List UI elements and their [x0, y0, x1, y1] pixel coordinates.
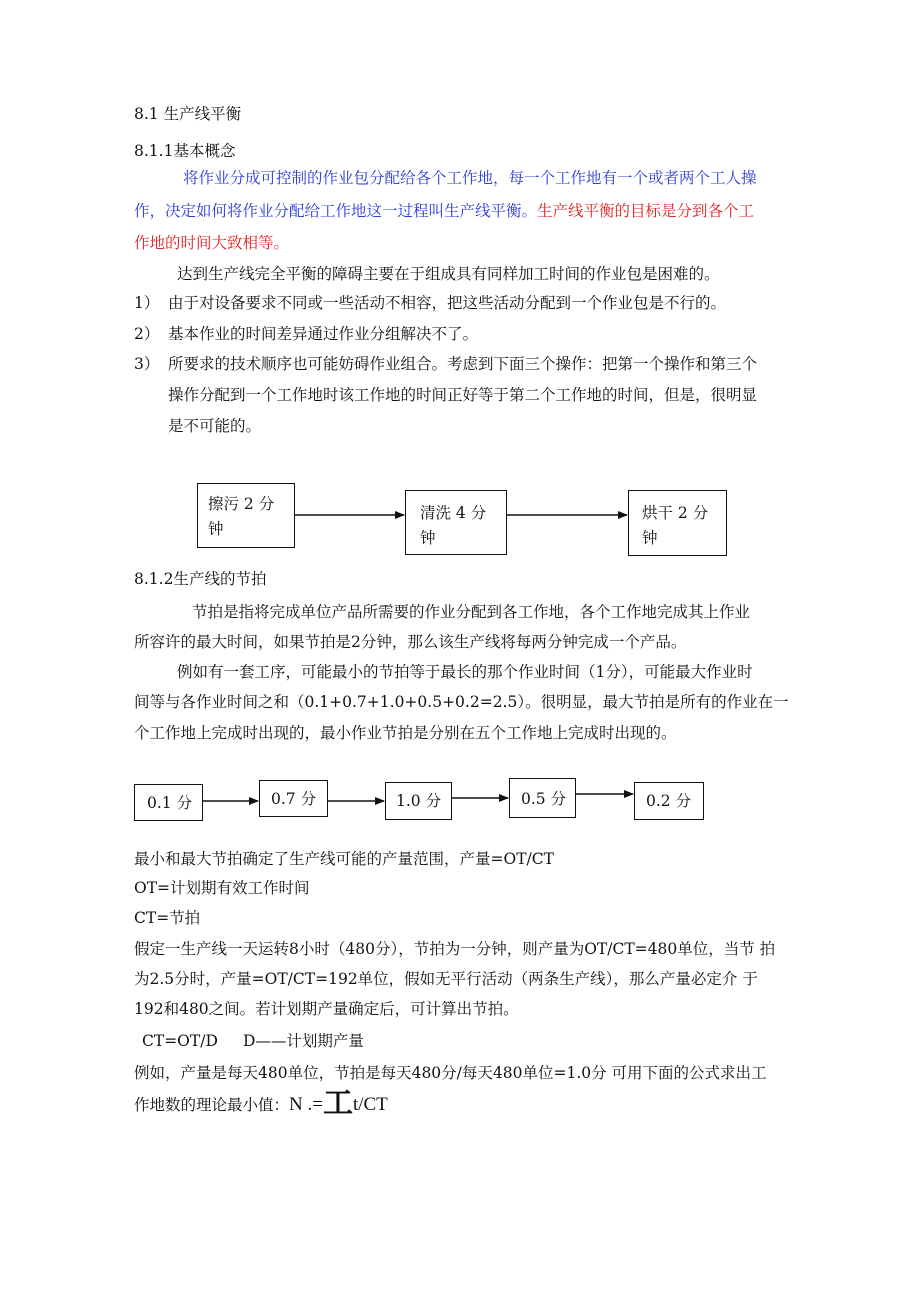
list-item-3-line-3: 是不可能的。 [168, 417, 262, 435]
process-box-clean [405, 490, 507, 555]
definition-blue-text: 作，决定如何将作业分配给工作地这一过程叫生产线平衡。 [134, 202, 538, 220]
time-box-5 [634, 782, 704, 820]
process-box-clean-line2: 钟 [420, 529, 436, 547]
list-item-3-line-2: 操作分配到一个工作地时该工作地的时间正好等于第二个工作地的时间，但是，很明显 [168, 386, 758, 404]
time-box-3-label: 1.0 分 [396, 792, 442, 810]
ct-formula: CT=OT/D [142, 1032, 218, 1050]
process-box-wipe-line1: 擦污 2 分 [208, 495, 275, 513]
time-box-1 [134, 784, 203, 821]
time-box-3 [385, 782, 452, 820]
d-definition: D——计划期产量 [243, 1032, 364, 1050]
list-item-1-text: 由于对设备要求不同或一些活动不相容，把这些活动分配到一个作业包是不行的。 [168, 294, 727, 312]
example2-line-2 [134, 1087, 388, 1120]
formula-tail: t/CT [352, 1094, 388, 1115]
process-box-clean-line1: 清洗 4 分 [420, 504, 487, 522]
list-number-1: 1） [134, 294, 160, 312]
example2-line-2-prefix: 作地数的理论最小值： [134, 1096, 290, 1114]
example-line-2: 间等与各作业时间之和（0.1+0.7+1.0+0.5+0.2=2.5）。很明显，最大节拍是所有的作业在一 [134, 693, 789, 711]
ot-definition: OT=计划期有效工作时间 [134, 879, 310, 897]
time-box-2 [259, 780, 328, 817]
assumption-line-1: 假定一生产线一天运转8小时（480分），节拍为一分钟，则产量为OT/CT=480单位，当节 拍 [134, 940, 776, 958]
section-heading-8-1-2: 8.1.2生产线的节拍 [134, 570, 267, 588]
definition-line-1: 将作业分成可控制的作业包分配给各个工作地，每一个工作地有一个或者两个工人操 [183, 169, 757, 187]
time-box-4 [509, 778, 576, 818]
time-box-1-label: 0.1 分 [147, 794, 193, 812]
example2-line-1: 例如，产量是每天480单位，节拍是每天480分/每天480单位=1.0分 可用下面的公式求出工 [134, 1064, 767, 1082]
assumption-line-2: 为2.5分时，产量=OT/CT=192单位，假如无平行活动（两条生产线），那么产量必定介 于 [134, 970, 758, 988]
process-box-wipe [197, 483, 295, 548]
list-number-3: 3） [134, 355, 160, 373]
formula-n: N .= [289, 1094, 323, 1115]
takt-definition-line-2: 所容许的最大时间，如果节拍是2分钟，那么该生产线将每两分钟完成一个产品。 [134, 633, 687, 651]
time-box-4-label: 0.5 分 [521, 790, 567, 808]
process-box-dry [628, 490, 727, 556]
list-number-2: 2） [134, 325, 160, 343]
example-line-1: 例如有一套工序，可能最小的节拍等于最长的那个作业时间（1分），可能最大作业时 [177, 663, 753, 681]
process-box-dry-line2: 钟 [642, 529, 658, 547]
process-box-dry-line1: 烘干 2 分 [642, 504, 709, 522]
time-box-2-label: 0.7 分 [271, 790, 317, 808]
time-box-5-label: 0.2 分 [646, 792, 692, 810]
section-heading-8-1-1: 8.1.1基本概念 [134, 142, 236, 160]
section-heading-8-1: 8.1 生产线平衡 [134, 105, 242, 123]
takt-definition-line-1: 节拍是指将完成单位产品所需要的作业分配到各工作地，各个工作地完成其上作业 [192, 603, 751, 621]
process-box-wipe-line2: 钟 [208, 520, 224, 538]
assumption-line-3: 192和480之间。若计划期产量确定后，可计算出节拍。 [134, 1000, 519, 1018]
list-item-2-text: 基本作业的时间差异通过作业分组解决不了。 [168, 325, 479, 343]
definition-line-3: 作地的时间大致相等。 [134, 234, 290, 252]
formula-sum-symbol: 工 [322, 1087, 353, 1120]
definition-red-text: 生产线平衡的目标是分到各个工 [537, 202, 755, 220]
list-item-3-line-1: 所要求的技术顺序也可能妨碍作业组合。考虑到下面三个操作：把第一个操作和第三个 [168, 355, 758, 373]
definition-line-2 [134, 201, 754, 221]
example-line-3: 个工作地上完成时出现的，最小作业节拍是分别在五个工作地上完成时出现的。 [134, 724, 677, 742]
obstacle-intro: 达到生产线完全平衡的障碍主要在于组成具有同样加工时间的作业包是困难的。 [177, 265, 720, 283]
ct-definition: CT=节拍 [134, 909, 201, 927]
output-range-text: 最小和最大节拍确定了生产线可能的产量范围，产量=OT/CT [134, 850, 554, 868]
